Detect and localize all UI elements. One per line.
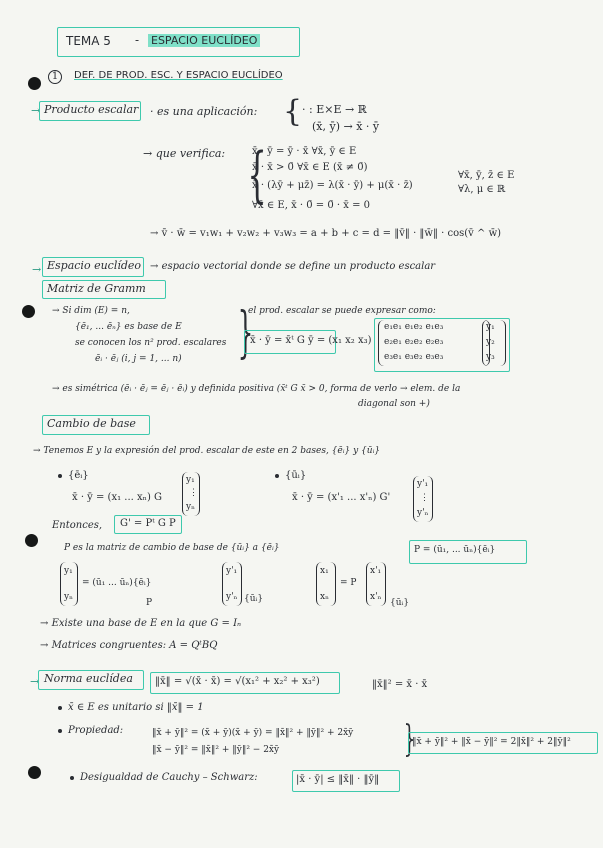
gramm-cond-1: → Si dim (E) = n, bbox=[52, 306, 130, 316]
bullet-dot bbox=[58, 474, 62, 478]
producto-escalar-text: · es una aplicación: bbox=[150, 105, 258, 118]
p-def: P = (ū₁, ... ūₙ){ēᵢ} bbox=[414, 545, 496, 555]
prop-2: x̄ · x̄ > 0̄ ∀x̄ ∈ E (x̄ ≠ 0̄) bbox=[252, 162, 368, 173]
y-col-2-dots: ⋮ bbox=[420, 493, 429, 503]
cauchy-label: Desigualdad de Cauchy – Schwarz: bbox=[80, 772, 258, 783]
cambio-text-value: Tenemos E y la expresión del prod. escalar de este en 2 bases, {ēᵢ} y {ūᵢ} bbox=[43, 446, 381, 456]
y-3: y₃ bbox=[486, 352, 495, 362]
cauchy-line bbox=[70, 772, 258, 783]
existe-line: → Existe una base de E en la que G = Iₙ bbox=[40, 618, 242, 629]
gramm-note-2: diagonal son +) bbox=[358, 399, 430, 409]
gramm-cond-4: ēᵢ · ēⱼ (i, j = 1, ... n) bbox=[95, 354, 182, 364]
gramm-row-2: e₂e₁ e₂e₂ e₂e₃ bbox=[384, 337, 444, 347]
p-line: P es la matriz de cambio de base de {ūᵢ} a {ēᵢ} bbox=[64, 543, 280, 553]
coord-eq-2: = P bbox=[340, 578, 357, 588]
propiedad-label-text: Propiedad: bbox=[68, 725, 124, 736]
section-title: DEF. DE PROD. ESC. Y ESPACIO EUCLÍDEO bbox=[74, 70, 283, 81]
y-col-1-dots: ⋮ bbox=[189, 488, 198, 498]
quantifier-2: ∀λ, μ ∈ ℝ bbox=[458, 184, 506, 195]
gramm-cond-3: se conocen los n² prod. escalares bbox=[75, 338, 227, 348]
y-coord-top: y₁ bbox=[64, 566, 73, 576]
producto-escalar-text-value: es una aplicación: bbox=[157, 105, 258, 118]
props-brace-icon: { bbox=[247, 140, 267, 210]
y-2: y₂ bbox=[486, 337, 495, 347]
basis-1 bbox=[58, 470, 89, 481]
gramm-note-1-text: es simétrica (ēᵢ · ēⱼ = ēⱼ · ēᵢ) y definida positiva (x̄ᵗ G x̄ > 0, forma de verlo → elem. de la bbox=[62, 384, 461, 394]
entonces-label: Entonces, bbox=[52, 520, 103, 531]
gramm-cond-1-text: Si dim (E) = n, bbox=[62, 306, 130, 316]
norma-def: ‖x̄‖ = √(x̄ · x̄) = √(x₁² + x₂² + x₃²) bbox=[155, 676, 320, 687]
espacio-euclideo-text-value: espacio vectorial donde se define un producto escalar bbox=[161, 261, 436, 272]
basis-1-text: {ēᵢ} bbox=[68, 470, 89, 481]
prop-brace-icon: } bbox=[403, 719, 416, 760]
norma-label: Norma euclídea bbox=[44, 672, 133, 685]
verifica-label: → que verifica: bbox=[143, 147, 226, 160]
x-coord-2-bottom: x'ₙ bbox=[370, 592, 382, 602]
gramm-label: Matriz de Gramm bbox=[47, 282, 146, 295]
producto-escalar-label: Producto escalar bbox=[44, 103, 139, 116]
tema-title bbox=[148, 34, 260, 47]
cauchy-eq: |x̄ · ȳ| ≤ ‖x̄‖ · ‖ȳ‖ bbox=[296, 774, 380, 785]
basis-1-eq: x̄ · ȳ = (x₁ ... xₙ) G bbox=[72, 492, 163, 503]
dot-product-formula: → v̄ · w̄ = v₁w₁ + v₂w₂ + v₃w₃ = a + b + c = d = ‖v̄‖ · ‖w̄‖ · cos(v̄ ^ w̄) bbox=[150, 228, 502, 239]
espacio-euclideo-label: Espacio euclídeo bbox=[47, 259, 142, 272]
gramm-matrix-box bbox=[374, 318, 510, 372]
y-col-1-top: y₁ bbox=[186, 475, 195, 485]
basis-2-eq: x̄ · ȳ = (x'₁ ... x'ₙ) G' bbox=[292, 492, 391, 503]
y-coord-bottom: yₙ bbox=[64, 592, 73, 602]
verifica-text: que verifica: bbox=[155, 147, 226, 160]
map-line-1: · : E×E → ℝ bbox=[302, 103, 367, 116]
x-coord-top: x₁ bbox=[320, 566, 329, 576]
gramm-row-3: e₃e₁ e₃e₂ e₃e₃ bbox=[384, 352, 444, 362]
arrow-icon: → bbox=[30, 675, 40, 688]
y-col-2-bottom: y'ₙ bbox=[417, 508, 429, 518]
gramm-note-1: → es simétrica (ēᵢ · ēⱼ = ēⱼ · ēᵢ) y definida positiva (x̄ᵗ G x̄ > 0, forma de verlo → elem. de la bbox=[52, 384, 461, 394]
cambio-label: Cambio de base bbox=[47, 417, 136, 430]
espacio-euclideo-text: → espacio vectorial donde se define un producto escalar bbox=[150, 261, 436, 272]
prop-line-1: ‖x̄ + ȳ‖² = (x̄ + ȳ)(x̄ + ȳ) = ‖x̄‖² + ‖ȳ‖² + 2x̄ȳ bbox=[152, 728, 354, 738]
prop-line-2: ‖x̄ − ȳ‖² = ‖x̄‖² + ‖ȳ‖² − 2x̄ȳ bbox=[152, 745, 280, 755]
bullet-dot bbox=[275, 474, 279, 478]
basis-u-sub: {ūᵢ} bbox=[244, 594, 264, 604]
gramm-eq: x̄ · ȳ = x̄ᵗ G ȳ = (x₁ x₂ x₃) bbox=[250, 335, 372, 346]
y-col-1-bottom: yₙ bbox=[186, 502, 195, 512]
underbrace-p: P bbox=[146, 598, 153, 608]
tema-title-text: ESPACIO EUCLÍDEO bbox=[148, 34, 260, 47]
propiedad-label bbox=[58, 725, 123, 736]
prop-result: ‖x̄ + ȳ‖² + ‖x̄ − ȳ‖² = 2‖x̄‖² + 2‖ȳ‖² bbox=[412, 737, 571, 747]
section-bullet bbox=[28, 77, 41, 90]
dot-product-formula-text: v̄ · w̄ = v₁w₁ + v₂w₂ + v₃w₃ = a + b + c = d = ‖v̄‖ · ‖w̄‖ · cos(v̄ ^ w̄) bbox=[161, 228, 502, 239]
gramm-cond-2: {ē₁, ... ēₙ} es base de E bbox=[75, 322, 182, 332]
bullet-dot bbox=[70, 776, 74, 780]
y-coord-2-bottom: y'ₙ bbox=[226, 592, 238, 602]
gramm-brace-icon: } bbox=[237, 300, 254, 364]
section-bullet bbox=[22, 305, 35, 318]
prop-4: ∀x̄ ∈ E, x̄ · 0̄ = 0̄ · x̄ = 0 bbox=[252, 200, 371, 211]
basis-u-sub-2: {ūᵢ} bbox=[390, 598, 410, 608]
bullet-dot bbox=[58, 729, 62, 733]
section-bullet bbox=[25, 534, 38, 547]
basis-2 bbox=[275, 470, 306, 481]
y-coord-2-top: y'₁ bbox=[226, 566, 238, 576]
section-number: 1 bbox=[48, 70, 62, 84]
x-coord-bottom: xₙ bbox=[320, 592, 329, 602]
section-bullet bbox=[28, 766, 41, 779]
gramm-row-1: e₁e₁ e₁e₂ e₁e₃ bbox=[384, 322, 444, 332]
unitario-line bbox=[58, 702, 204, 713]
quantifier-1: ∀x̄, ȳ, z̄ ∈ E bbox=[458, 170, 515, 181]
gramm-text: el prod. escalar se puede expresar como: bbox=[248, 306, 436, 316]
unitario-text: x̄ ∈ E es unitario si ‖x̄‖ = 1 bbox=[68, 702, 204, 713]
congruentes-text: Matrices congruentes: A = QᵗBQ bbox=[51, 640, 218, 651]
dash: - bbox=[135, 33, 140, 47]
map-brace-icon: { bbox=[283, 94, 303, 129]
prop-3: x̄ · (λȳ + μz̄) = λ(x̄ · ȳ) + μ(x̄ · z̄) bbox=[252, 180, 413, 191]
bullet-dot bbox=[58, 706, 62, 710]
map-line-2: (x̄, ȳ) → x̄ · ȳ bbox=[312, 120, 380, 133]
prop-1: x̄ · ȳ = ȳ · x̄ ∀x̄, ȳ ∈ E bbox=[252, 146, 357, 157]
y-1: y₁ bbox=[486, 322, 495, 332]
norma-sq: ‖x̄‖² = x̄ · x̄ bbox=[372, 679, 428, 690]
basis-2-text: {ūᵢ} bbox=[285, 470, 307, 481]
arrow-icon: → bbox=[31, 104, 41, 117]
arrow-icon: → bbox=[32, 263, 42, 276]
coord-eq-1: = (ū₁ ... ūₙ){ēᵢ} bbox=[82, 578, 152, 588]
existe-text: Existe una base de E en la que G = Iₙ bbox=[51, 618, 242, 629]
tema-label: TEMA 5 bbox=[66, 34, 111, 48]
congruentes-line: → Matrices congruentes: A = QᵗBQ bbox=[40, 640, 218, 651]
x-coord-2-top: x'₁ bbox=[370, 566, 382, 576]
change-result: G' = Pᵗ G P bbox=[120, 518, 176, 529]
y-col-2-top: y'₁ bbox=[417, 479, 429, 489]
cambio-text: → Tenemos E y la expresión del prod. escalar de este en 2 bases, {ēᵢ} y {ūᵢ} bbox=[33, 446, 381, 456]
